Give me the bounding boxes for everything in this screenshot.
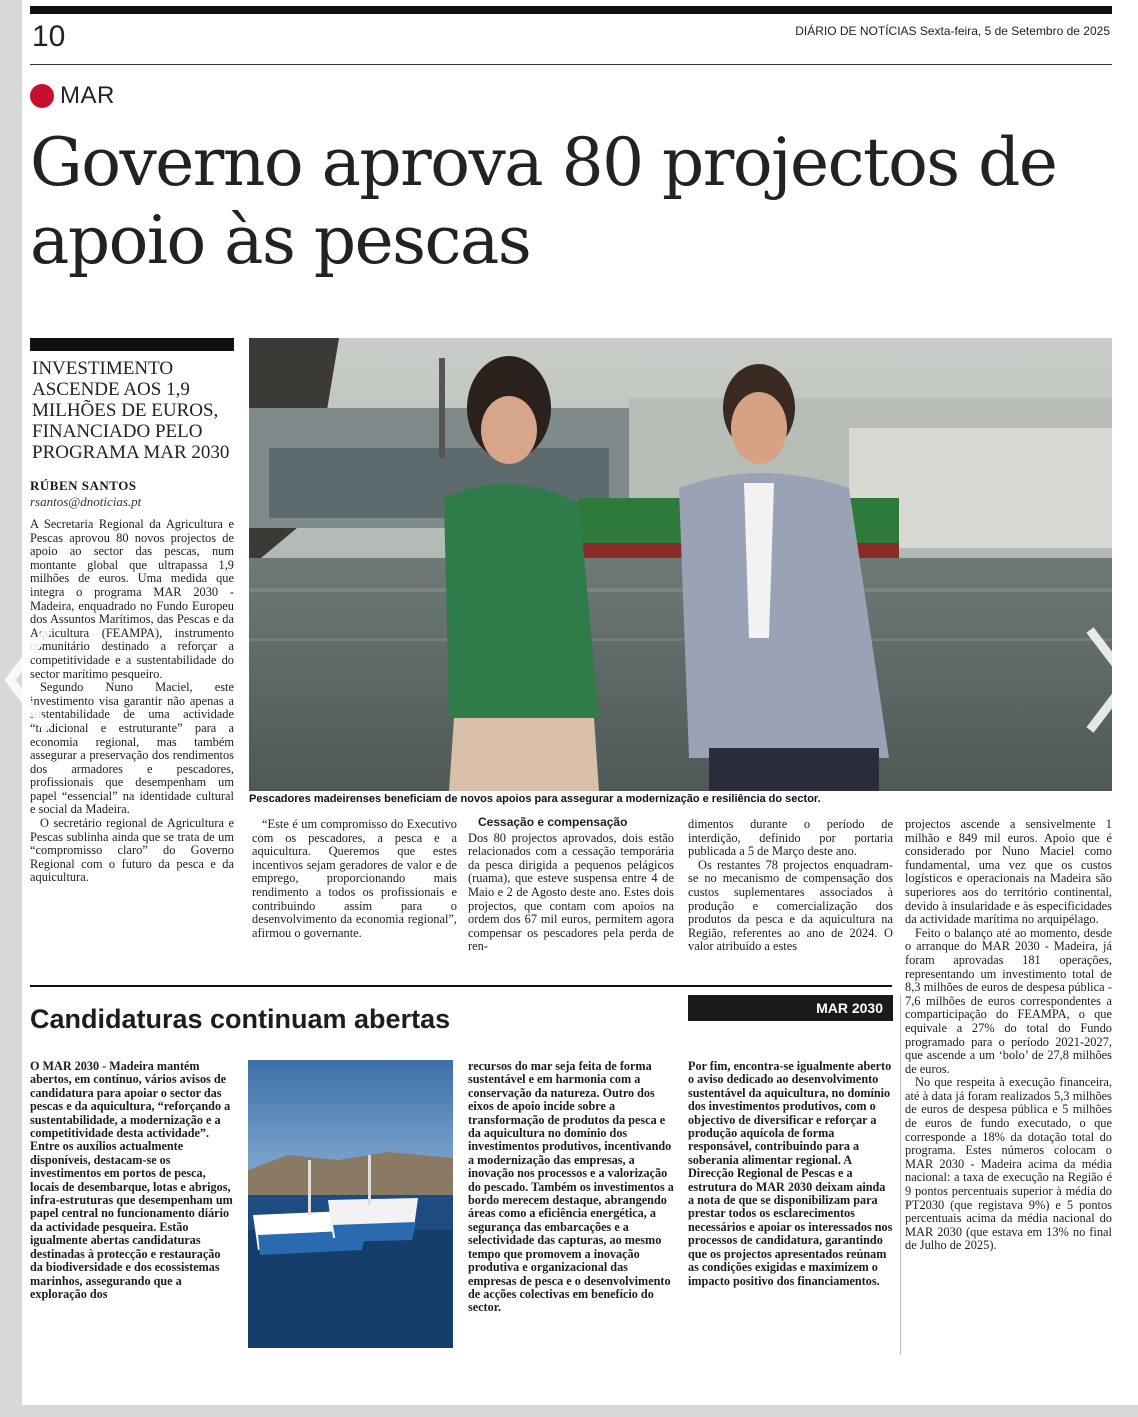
main-photo [249,338,1112,791]
box-column-2 [468,1060,674,1315]
column-divider [900,995,901,1355]
photo-caption: Pescadores madeirenses beneficiam de novos apoios para assegurar a modernização e resiliência do sector. [249,793,821,805]
author-email: rsantos@dnoticias.pt [30,494,142,509]
newspaper-page [22,0,1138,1405]
paragraph: O MAR 2030 - Madeira mantém abertos, em contínuo, vários avisos de candidatura para apoiar o sector das pescas e da aquicultura, “reforçando a sustentabilidade, a modernização e a competitividade desta actividade”. Entre os auxílios actualmente disponíveis, destacam-se os investimentos em portos de pesca, locais de desembarque, lotas e abrigos, infra-estruturas que desempenham um papel central no funcionamento diário da actividade pesqueira. Estão igualmente abertas candidaturas destinadas à protecção e restauração da biodiversidade e dos ecossistemas marinhos, assegurando que a exploração dos [30,1059,233,1301]
box-rule [30,985,892,987]
boats-photo-illustration [248,1060,453,1348]
box-column-3 [688,1060,893,1288]
chevron-right-icon [1078,620,1138,740]
paragraph: Por fim, encontra-se igualmente aberto o aviso dedicado ao desenvolvimento sustentável da aquicultura, no domínio dos investimentos produtivos, com o objectivo de diversificar e reforçar a produção aquícola de forma responsável, contribuindo para a soberania alimentar regional. A Direcção Regional de Pescas e a estrutura do MAR 2030 deixam ainda a nota de que se disponibilizam para prestar todos os esclarecimentos necessários e apoiar os interessados nos processos de candidatura, garantindo que os projectos apresentados reúnam as condições exigidas e maximizem o impacto positivo dos financiamentos. [688,1059,893,1288]
subhead: Cessação e compensação [478,815,628,829]
boats-photo [248,1060,453,1348]
paragraph: dimentos durante o período de interdição, definido por portaria publicada a 5 de Março deste ano. [688,817,893,859]
paragraph: Segundo Nuno Maciel, este investimento visa garantir não apenas a sustentabilidade de uma actividade “tradicional e estruturante” para a economia regional, mas também assegurar a preservação dos rendimentos dos armadores e pescadores, profissionais que desempenham um papel “essencial” na identidade cultural e social da Madeira. [30,680,234,817]
box-title: Candidaturas continuam abertas [30,1004,451,1034]
header-rule [30,64,1112,65]
section-label [30,82,115,110]
paragraph: O secretário regional de Agricultura e Pescas sublinha ainda que se trata de um “compromisso claro” do Governo Regional com o futuro da pesca e da aquicultura. [30,816,234,885]
deck-rule [30,338,234,351]
box-tag: MAR 2030 [688,995,893,1021]
paragraph: No que respeita à execução financeira, até à data já foram realizados 5,3 milhões de euros de despesa pública e 5 milhões de euros de fundo executado, o que corresponde a 18% da dotação total do programa. Estes números colocam o MAR 2030 - Madeira acima da média nacional: a taxa de execução na Região é 9 pontos percentuais superior à média do PT2030 (que registava 9%) e 5 pontos percentuais acima da média nacional do MAR 2030 (que estava em 13% no final de Julho de 2025). [905,1075,1112,1253]
column-4 [688,818,893,954]
previous-page-button[interactable] [0,620,60,740]
column-2 [252,818,457,940]
section-dot-icon [30,84,54,108]
paragraph: projectos ascende a sensivelmente 1 milhão e 849 mil euros. Apoio que é considerado por Nuno Maciel como fundamental, uma vez que os custos logísticos e operacionais na Madeira são superiores aos do território continental, devido à insularidade e às especificidades da actividade marítima no arquipélago. [905,817,1112,927]
section-name: MAR [60,82,115,109]
column-1 [30,518,234,885]
top-rule [30,6,1112,14]
box-column-1 [30,1060,235,1301]
next-page-button[interactable] [1078,620,1138,740]
column-5 [905,818,1112,1253]
paragraph: Dos 80 projectos aprovados, dois estão relacionados com a cessação temporária da pesca dirigida a pequenos pelágicos (ruama), que esteve suspensa entre 4 de Maio e 2 de Agosto deste ano. Estes dois projectos, que contam com apoios na ordem dos 67 mil euros, permitem agora compensar os pescadores pela perda de ren- [468,830,674,954]
masthead: DIÁRIO DE NOTÍCIAS Sexta-feira, 5 de Setembro de 2025 [795,24,1110,38]
chevron-left-icon [0,620,60,740]
paragraph: Os restantes 78 projectos enquadram-se no mecanismo de compensação dos custos suplementares associados à produção e comercialização dos produtos da pesca e da aquicultura na Região, referentes ao ano de 2024. O valor atribuído a estes [688,857,893,954]
paragraph: “Este é um compromisso do Executivo com os pescadores, a pesca e a aquicultura. Queremos que estes incentivos sejam geradores de valor e de emprego, proporcionando mais rendimento a todos os profissionais e contribuindo assim para o desenvolvimento da economia regional”, afirmou o governante. [252,817,457,940]
paragraph: recursos do mar seja feita de forma sustentável e em harmonia com a conservação da natureza. Outro dos eixos de apoio incide sobre a transformação de produtos da pesca e da aquicultura no domínio dos investimentos produtivos, incentivando a modernização das empresas, a inovação nos processos e a valorização do pescado. Também os investimentos a bordo merecem destaque, abrangendo áreas como a eficiência energética, a segurança das embarcações e a selectividade das capturas, ao mesmo tempo que promovem a inovação produtiva e organizacional das empresas de pesca e o desenvolvimento de acções colectivas em benefício do sector. [468,1059,674,1315]
column-3 [468,816,674,954]
paragraph: A Secretaria Regional da Agricultura e Pescas aprovou 80 novos projectos de apoio ao sector das pescas, num montante global que ultrapassa 1,9 milhões de euros. Uma medida que integra o programa MAR 2030 - Madeira, enquadrado no Fundo Europeu dos Assuntos Marítimos, das Pescas e da Aquicultura (FEAMPA), instrumento comunitário destinado a reforçar a competitividade e a sustentabilidade do sector marítimo pesqueiro. [30,517,234,681]
headline: Governo aprova 80 projectos de apoio às pescas [30,124,1057,279]
paragraph: Feito o balanço até ao momento, desde o arranque do MAR 2030 - Madeira, já foram aprovadas 181 operações, representando um investimento total de 8,3 milhões de euros de despesa pública - 7,6 milhões de euros correspondentes a comparticipação do FEAMPA, o que equivale a 27% do total do Fundo programado para o período 2021-2027, que ascende a um ‘bolo’ de 27,8 milhões de euros. [905,925,1112,1076]
page-number: 10 [32,20,66,53]
harbour-photo-illustration [249,338,1112,791]
byline: RÚBEN SANTOS [30,478,137,493]
deck: INVESTIMENTO ASCENDE AOS 1,9 MILHÕES DE EUROS, FINANCIADO PELO PROGRAMA MAR 2030 [32,358,230,463]
